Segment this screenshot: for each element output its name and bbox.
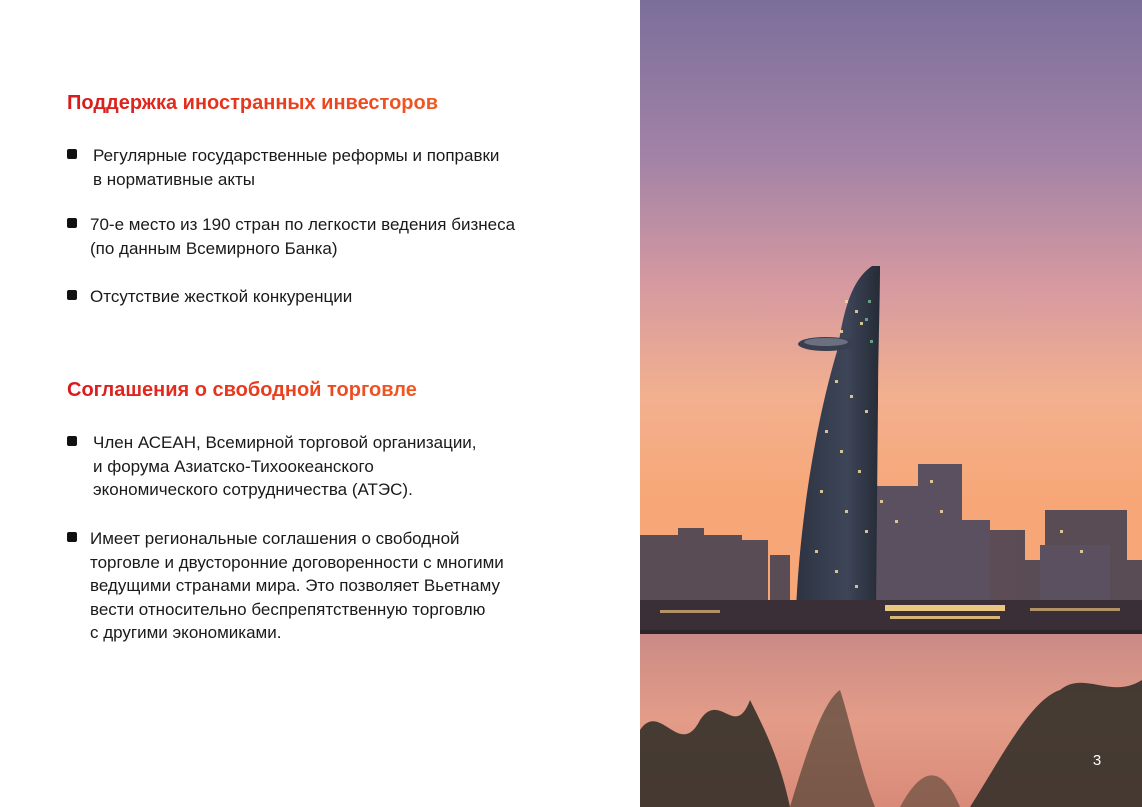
bullet-square-icon <box>67 218 77 228</box>
page-number: 3 <box>1092 752 1102 769</box>
skyline-illustration <box>640 0 1142 807</box>
list-item-text: Имеет региональные соглашения о свободной торговле и двусторонние договоренности с многими ведущими странами мира. Это позволяет Вьетнаму вести относительно беспрепятственную торговлю с другими экономиками. <box>90 529 504 642</box>
bullet-square-icon <box>67 436 77 446</box>
list-item-text: Отсутствие жесткой конкуренции <box>90 287 353 306</box>
list-item <box>67 527 504 645</box>
bullet-square-icon <box>67 149 77 159</box>
list-item-text: Регулярные государственные реформы и поправки в нормативные акты <box>93 146 500 189</box>
list-item-text: Член АСЕАН, Всемирной торговой организации, и форума Азиатско-Тихоокеанского экономического сотрудничества (АТЭС). <box>93 433 477 499</box>
section-title-free-trade: Соглашения о свободной торговле <box>67 379 417 401</box>
city-skyline-photo <box>640 0 1142 807</box>
bullet-square-icon <box>67 290 77 300</box>
list-item <box>67 285 352 309</box>
list-item-text: 70-е место из 190 стран по легкости ведения бизнеса (по данным Всемирного Банка) <box>90 215 516 258</box>
section-title-foreign-investors: Поддержка иностранных инвесторов <box>67 92 439 114</box>
list-item <box>67 213 515 260</box>
list-item <box>67 144 499 191</box>
bullet-square-icon <box>67 532 77 542</box>
list-item <box>67 431 477 502</box>
